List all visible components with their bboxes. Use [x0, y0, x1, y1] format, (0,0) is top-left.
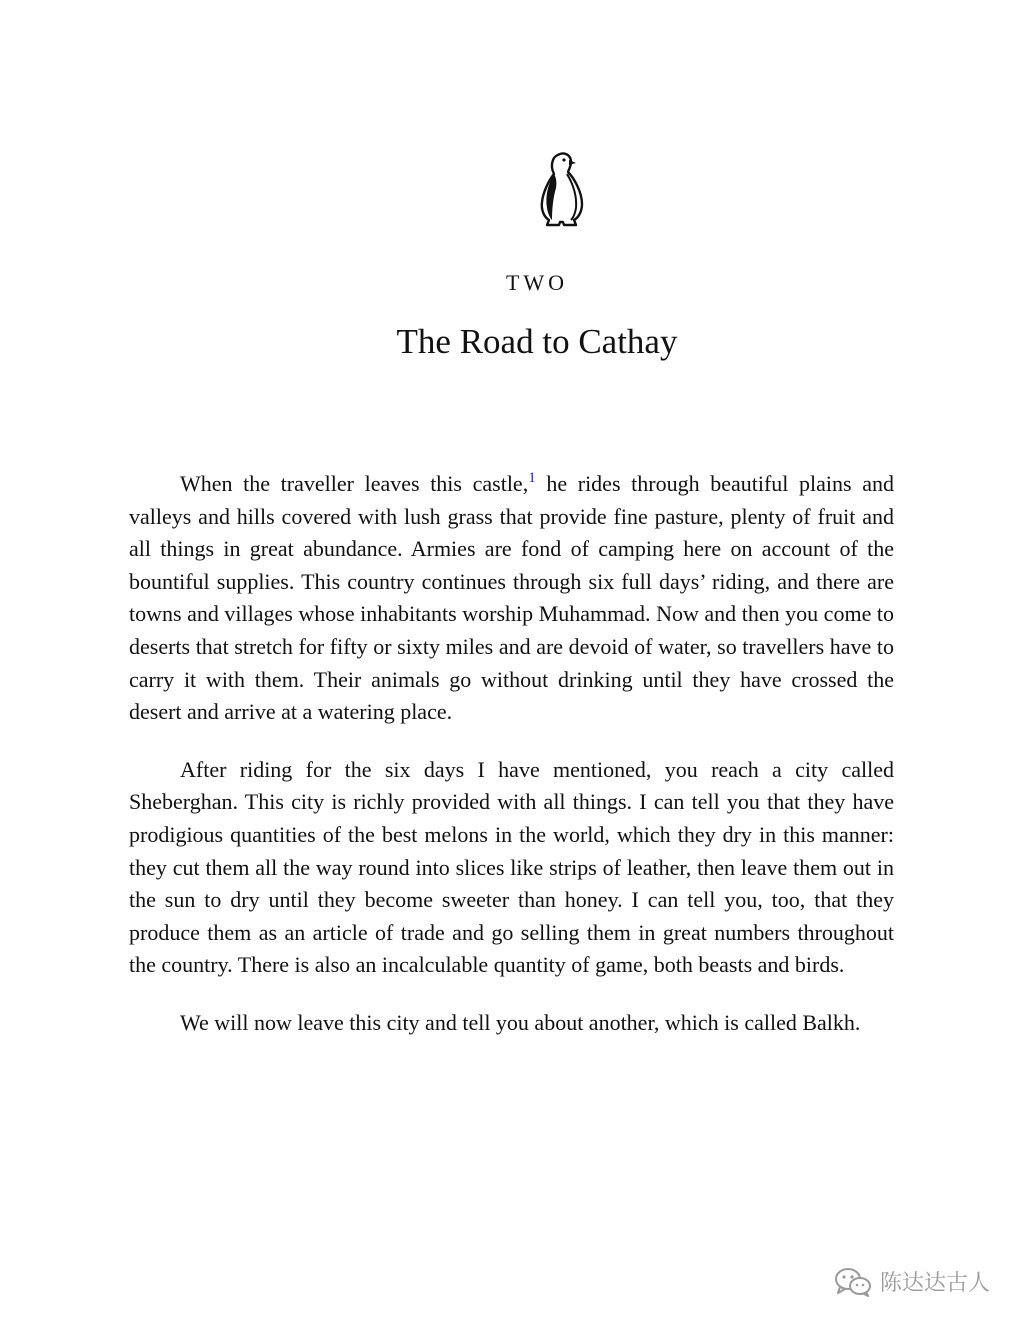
penguin-icon	[536, 148, 588, 228]
wechat-icon	[834, 1267, 872, 1297]
chapter-title: The Road to Cathay	[396, 322, 678, 361]
watermark-text: 陈达达古人	[879, 1271, 990, 1296]
paragraph-1	[129, 468, 894, 729]
paragraph-2: After riding for the six days I have mentioned, you reach a city called Sheberghan. This city is richly provided with all things. I can tell you that they have prodigious quantities of the best melons in the world, which they dry in this manner: they cut them all the way round into slices like strips of leather, then leave them out in the sun to dry until they become sweeter than honey. I can tell you, too, that they produce them as an article of trade and go selling them in great numbers throughout the country. There is also an incalculable quantity of game, both beasts and birds.	[129, 756, 894, 978]
paragraph-1-rest: he rides through beautiful plains and valleys and hills covered with lush grass that provide fine pasture, plenty of fruit and all things in great abundance. Armies are fond of camping here on account of the bountiful supplies. This country continues through six full days’ riding, and there are towns and villages whose inhabitants worship Muhammad. Now and then you come to deserts that stretch for fifty or sixty miles and are devoid of water, so travellers have to carry it with them. Their animals go without drinking until they have crossed the desert and arrive at a watering place.	[129, 471, 894, 725]
watermark	[834, 1266, 990, 1297]
paragraph-1-start: When the traveller leaves this castle,	[180, 471, 529, 496]
paragraph-3: We will now leave this city and tell you about another, which is called Balkh.	[180, 1009, 861, 1035]
footnote-link-1[interactable]: 1	[528, 470, 536, 486]
chapter-body	[129, 468, 894, 1065]
chapter-number: TWO	[505, 270, 569, 295]
